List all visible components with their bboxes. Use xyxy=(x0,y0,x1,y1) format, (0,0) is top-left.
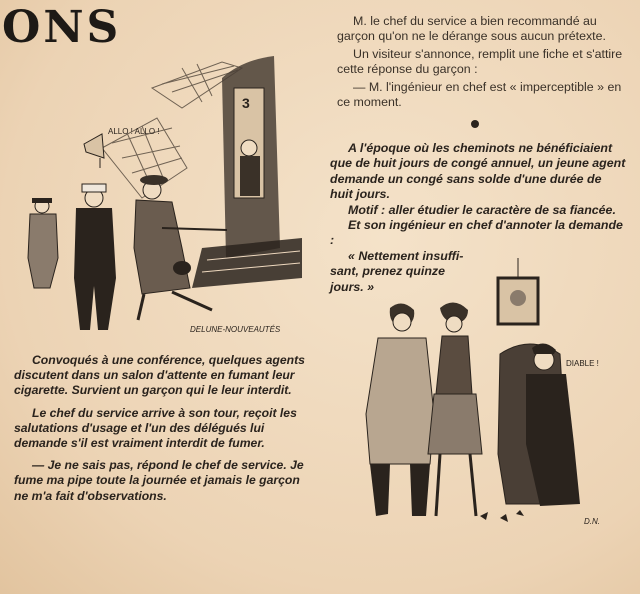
paragraph: Le chef du service arrive à son tour, reçoit les salutations d'usage et l'un des délégués lui demande s'il est vraiment interdit de fumer. xyxy=(14,405,297,451)
speech-allo: ALLO ! ALLO ! xyxy=(108,127,160,136)
paragraph: Un visiteur s'annonce, remplit une fiche et s'attire cette réponse du garçon : xyxy=(337,47,623,76)
loudspeaker-icon xyxy=(84,134,104,158)
separator-bullet xyxy=(471,120,479,128)
door-number: 3 xyxy=(242,95,250,111)
paragraph: Motif : aller étudier le caractère de sa fiancée. xyxy=(348,202,616,217)
paragraph: M. le chef du service a bien recommandé au garçon qu'on ne le dérange sous aucun prétexte. xyxy=(337,14,606,43)
cartoon-train-station xyxy=(12,48,312,338)
signature-top: DELUNE-NOUVEAUTÉS xyxy=(190,325,281,334)
paragraph: — M. l'ingénieur en chef est « imperceptible » en ce moment. xyxy=(337,80,622,109)
paragraph: — Je ne sais pas, répond le chef de service. Je fume ma pipe toute la journée et jamais le garçon ne m'a fait d'observations. xyxy=(14,458,304,503)
anecdote-fumer xyxy=(14,353,306,504)
paragraph: A l'époque où les cheminots ne bénéficiaient que de huit jours de congé annuel, un jeune agent demande un congé sans solde d'une durée de huit jours. xyxy=(330,141,626,202)
paragraph: Convoqués à une conférence, quelques agents discutent dans un salon d'attente en fumant leur cigarette. Survient un garçon qui le leur interdit. xyxy=(14,353,305,398)
cartoon-fiancee xyxy=(330,254,630,534)
anecdote-imperceptible xyxy=(337,14,625,110)
quote-line: jours. » xyxy=(330,279,375,294)
speech-diable: DIABLE ! xyxy=(566,359,599,368)
signature-bottom: D.N. xyxy=(584,517,600,526)
section-title: ONS xyxy=(2,2,122,53)
quote-line: « Nettement insuffi- xyxy=(348,248,464,263)
quote-line: sant, prenez quinze xyxy=(330,264,445,279)
paragraph: Et son ingénieur en chef d'annoter la demande : xyxy=(330,218,623,248)
